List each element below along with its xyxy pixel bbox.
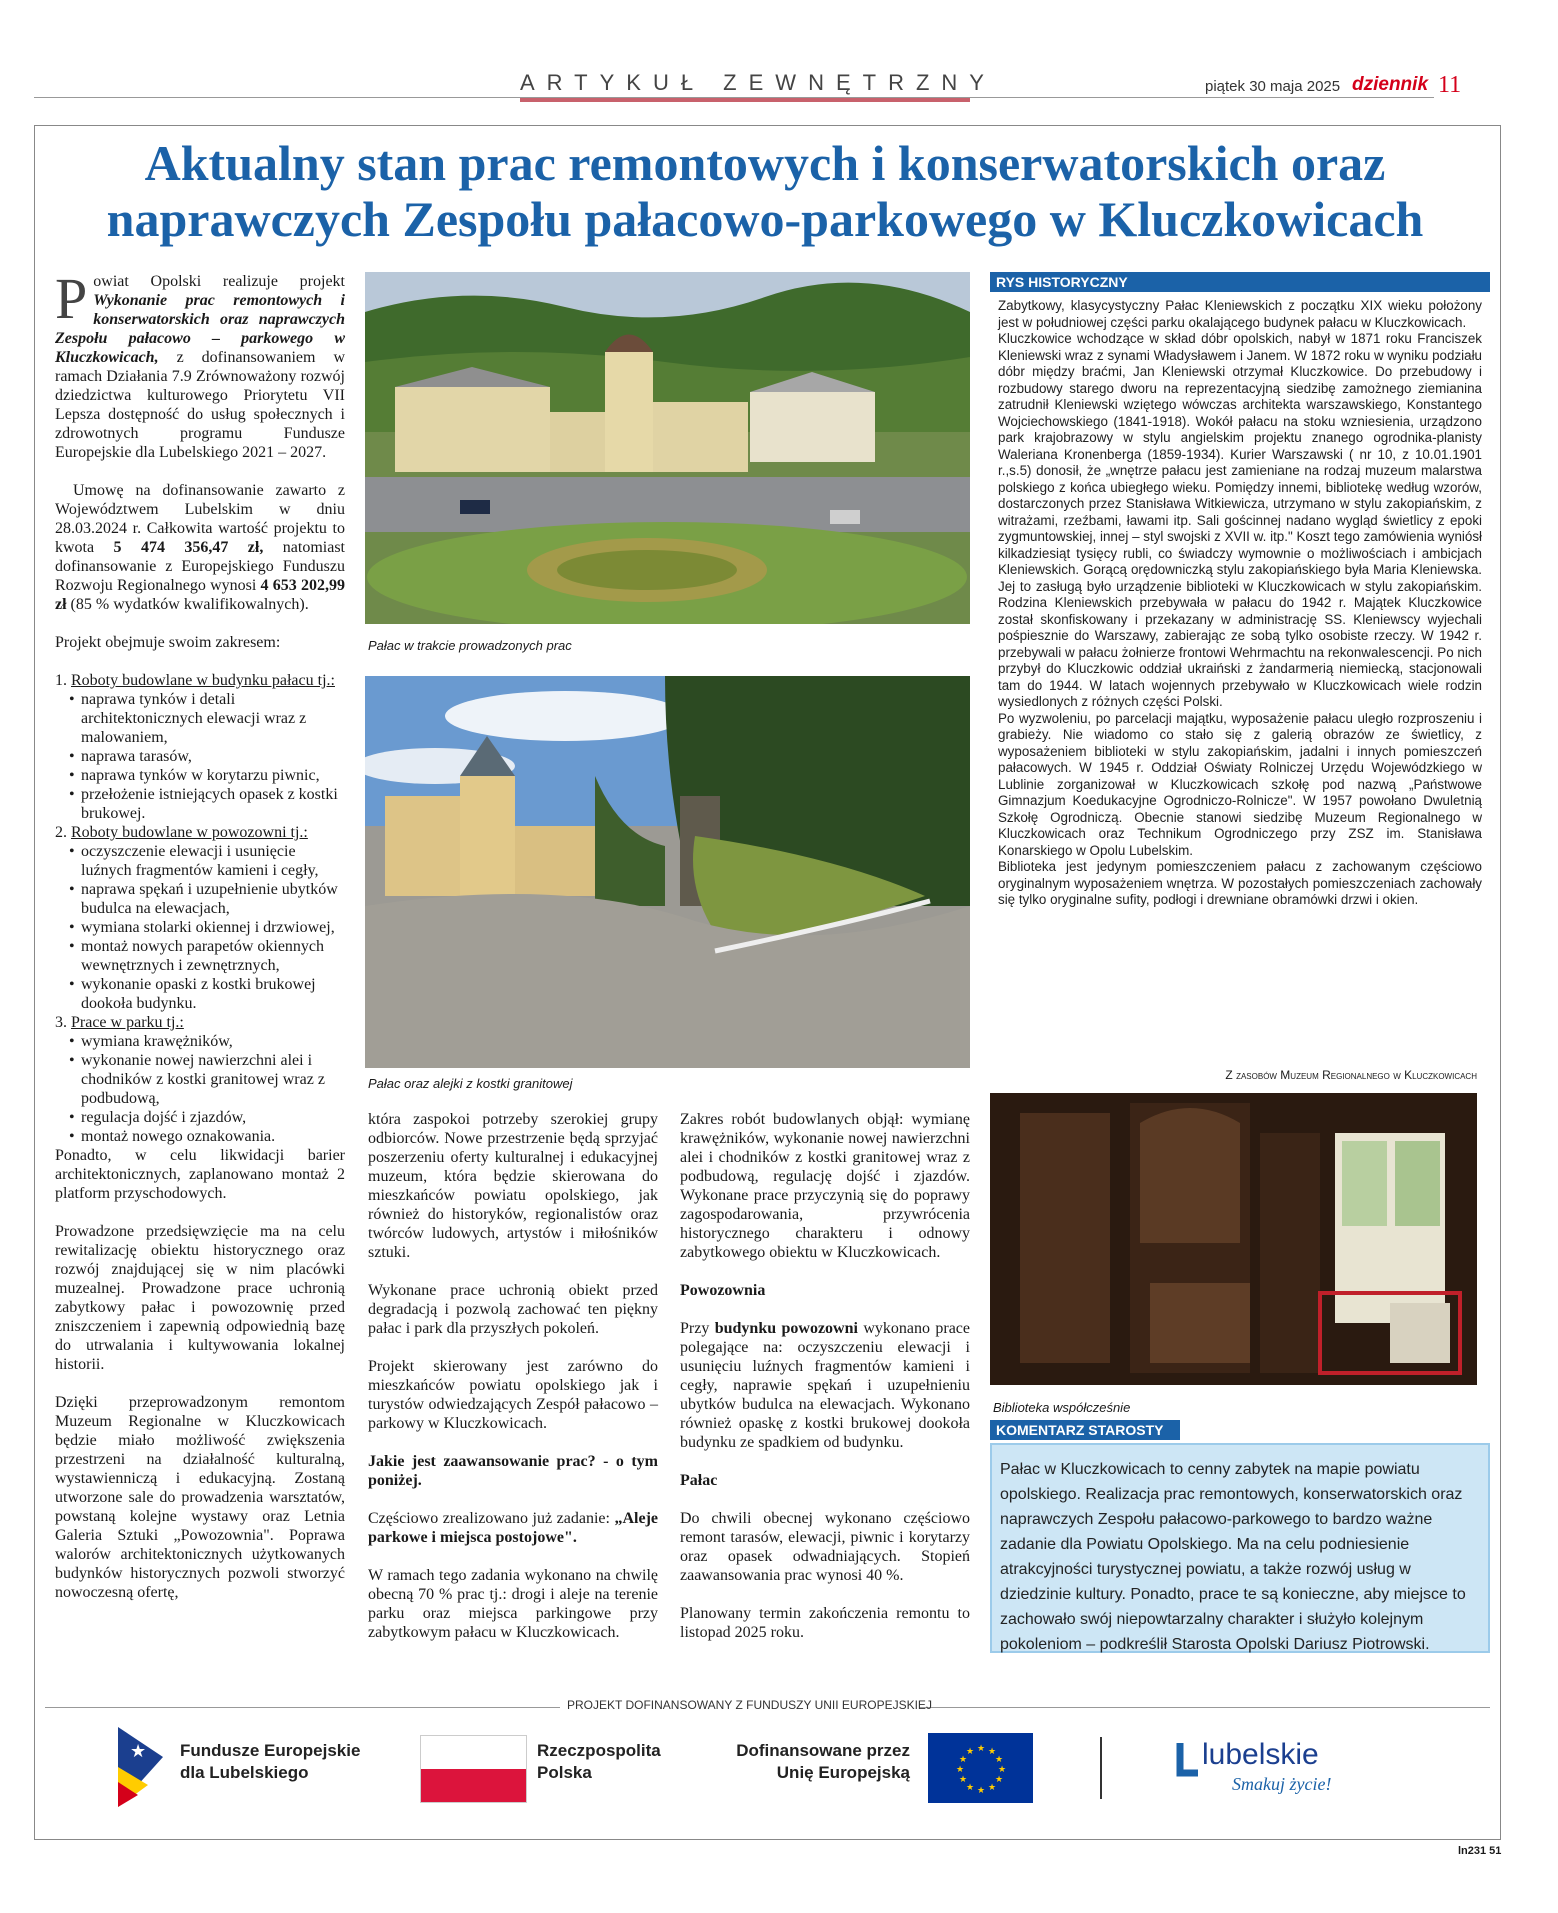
drop-cap: P <box>55 266 88 331</box>
scope-intro: Projekt obejmuje swoim zakresem: <box>55 634 281 651</box>
scope-list <box>55 671 345 1146</box>
lubelskie-logo <box>1170 1738 1370 1803</box>
eu-stars-icon <box>928 1733 1033 1803</box>
caption-3: Biblioteka współcześnie <box>993 1400 1131 1415</box>
lubelskie-slogan: Smakuj życie! <box>1232 1774 1332 1794</box>
svg-text:★: ★ <box>988 1783 997 1793</box>
eu-flag <box>928 1733 1033 1803</box>
history-paragraph: Po wyzwoleniu, po parcelacji majątku, wyposażenie pałacu uległo rozproszeniu i grabieży. Nie wiadomo co stało się z galerią obrazów ze świetlicy, z wyposażeniem biblioteki w stylu zakopiańskim, jadalni i innych pomieszczeń pałacowych. W 1945 r. Oddział Oświaty Rolniczej Urzędu Wojewódzkiego w Lublinie zorganizował w Kluczkowicach szkołę pod nazwą „Państwowe Gimnazjum Koedukacyjne Ogrodniczo-Rolnicze". W 1957 powołano Dwuletnią Szkołę Ogrodniczą. Obecnie stanowi siedzibę Muzeum Regionalnego w Kluczkowicach oraz Technikum Ogrodniczego przy ZSZ im. Stanisława Konarskiego w Opolu Lubelskim. <box>998 710 1482 858</box>
svg-text:★: ★ <box>959 1755 968 1765</box>
scope-list-item: • naprawa tynków w korytarzu piwnic, <box>81 766 345 785</box>
section-label: ARTYKUŁ ZEWNĘTRZNY <box>520 70 996 95</box>
library-image <box>990 1093 1477 1385</box>
history-text <box>998 298 1482 909</box>
logo-fe <box>118 1727 163 1807</box>
scope-list-item: • wymiana krawężników, <box>81 1032 345 1051</box>
history-source: Z zasobów Muzeum Regionalnego w Kluczkowicach <box>1225 1068 1477 1082</box>
svg-text:★: ★ <box>959 1775 968 1785</box>
page-code: ln231 51 <box>1458 1845 1502 1857</box>
caption-2: Pałac oraz alejki z kostki granitowej <box>368 1076 573 1091</box>
caption-1: Pałac w trakcie prowadzonych prac <box>368 638 572 653</box>
svg-text:★: ★ <box>988 1747 997 1757</box>
col2-continuation: która zaspokoi potrzeby szerokiej grupy odbiorców. Nowe przestrzenie będą sprzyjać poszerzeniu oferty kulturalnej i edukacyjnej muzeum, która będzie skierowana do mieszkańców powiatu opolskiego, jak również do historyków, regionalistów oraz twórców ludowych, artystów i miłośników sztuki. <box>368 1111 658 1261</box>
svg-text:★: ★ <box>977 1786 986 1796</box>
svg-text:★: ★ <box>977 1744 986 1754</box>
svg-text:★: ★ <box>956 1765 965 1775</box>
eu-text: Dofinansowane przez Unię Europejską <box>736 1741 910 1782</box>
lubelskie-name: lubelskie <box>1202 1738 1319 1771</box>
planned-paragraph: Planowany termin zakończenia remontu to listopad 2025 roku. <box>680 1605 970 1641</box>
protect-paragraph: Wykonane prace uchronią obiekt przed degradacją i pozwolą zachować ten piękny pałac i park dla przyszłych pokoleń. <box>368 1282 658 1337</box>
scope-1-items <box>55 690 345 823</box>
scope-list-item: • przełożenie istniejących opasek z kostki brukowej. <box>81 785 345 823</box>
palace-alley-image <box>365 676 970 1068</box>
photo-palace-works <box>365 272 970 624</box>
funding-rule-right <box>920 1707 1490 1708</box>
scope-list-item: • wykonanie opaski z kostki brukowej dookoła budynku. <box>81 975 345 1013</box>
scope-list-item: • montaż nowego oznakowania. <box>81 1127 345 1146</box>
scope-paragraph: Zakres robót budowlanych objął: wymianę krawężników, wykonanie nowej nawierzchni alei i chodników z kostki granitowej wraz z podbudową, regulację dojść i zjazdów. Wykonane prace przyczynią się do poprawy zagospodarowania, przywrócenia historycznego charakteru i odnowy zabytkowego obiektu w Kluczkowicach. <box>680 1111 970 1261</box>
barriers-paragraph: Ponadto, w celu likwidacji barier architektonicznych, zaplanowano montaż 2 platform przyschodowych. <box>55 1147 345 1202</box>
photo-palace-alleys <box>365 676 970 1068</box>
contract-paragraph: Umowę na dofinansowanie zawarto z Województwem Lubelskim w dniu 28.03.2024 r. Całkowita wartość projektu to kwota 5 474 356,47 zł, natomiast dofinansowanie z Europejskiego Funduszu Rozwoju Regionalnego wynosi 4 653 202,99 zł (85 % wydatków kwalifikowalnych). <box>55 482 345 613</box>
scope-list-item: • montaż nowych parapetów okiennych wewnętrznych i zewnętrznych, <box>81 937 345 975</box>
history-heading: RYS HISTORYCZNY <box>990 272 1490 292</box>
history-paragraph: Zabytkowy, klasycystyczny Pałac Kleniewskich z początku XIX wieku położony jest w południowej części parku okalającego budynek pałacu w Kluczkowicach. <box>998 298 1482 330</box>
progress-paragraph: W ramach tego zadania wykonano na chwilę obecną 70 % prac tj.: drogi i aleje na terenie parku oraz miejsca parkingowe przy zabytkowym pałacu w Kluczkowicach. <box>368 1567 658 1641</box>
scope-list-item: • oczyszczenie elewacji i usunięcie luźnych fragmentów kamieni i cegły, <box>81 842 345 880</box>
poland-flag <box>420 1735 527 1803</box>
newspaper-logo: dziennik <box>1352 74 1429 95</box>
column-1 <box>55 266 345 1621</box>
target-paragraph: Projekt skierowany jest zarówno do mieszkańców powiatu opolskiego jak i turystów odwiedzających Zespół pałacowo – parkowy w Kluczkowicach. <box>368 1358 658 1432</box>
fe-star-icon <box>118 1727 163 1807</box>
intro-paragraph: Powiat Opolski realizuje projekt Wykonanie prac remontowych i konserwatorskich oraz naprawczych Zespołu pałacowo – parkowego w Kluczkowicach, z dofinansowaniem w ramach Działania 7.9 Zrównoważony rozwój dziedzictwa kulturowego Priorytetu VII Lepsza dostępność do usług społecznych i zdrowotnych programu Fundusze Europejskie dla Lubelskiego 2021 – 2027. <box>55 266 345 461</box>
comment-heading: KOMENTARZ STAROSTY <box>990 1420 1180 1440</box>
fe-text: Fundusze Europejskie dla Lubelskiego <box>180 1741 361 1782</box>
scope-3-heading: 3. Prace w parku tj.: <box>55 1014 184 1031</box>
museum-paragraph: Dzięki przeprowadzonym remontom Muzeum Regionalne w Kluczkowicach będzie miało możliwość zwiększenia przestrzeni na działalność kulturalną, wystawienniczą i edukacyjną. Zostaną utworzone sale do prowadzenia warsztatów, powstaną kolejne wystawy oraz Letnia Galeria Sztuki „Powozownia". Poprawa walorów architektonicznych użytkowanych budynków historycznych pozwoli stworzyć nowoczesną ofertę, <box>55 1394 345 1601</box>
scope-2-heading: 2. Roboty budowlane w powozowni tj.: <box>55 824 308 841</box>
page-header <box>0 0 1558 110</box>
photo-library <box>990 1093 1477 1385</box>
lubelskie-mark-icon <box>1170 1743 1200 1783</box>
palac-paragraph: Do chwili obecnej wykonano częściowo remont tarasów, elewacji, piwnic i korytarzy oraz opasek odwadniających. Stopień zaawansowania prac wynosi 40 %. <box>680 1510 970 1584</box>
scope-3-items <box>55 1032 345 1146</box>
scope-list-item: • naprawa tarasów, <box>81 747 345 766</box>
powozownia-heading: Powozownia <box>680 1282 766 1299</box>
column-2 <box>368 1110 658 1661</box>
palac-heading: Pałac <box>680 1472 718 1489</box>
progress-question: Jakie jest zaawansowanie prac? - o tym poniżej. <box>368 1453 658 1489</box>
powozownia-paragraph: Przy budynku powozowni wykonano prace polegające na: oczyszczeniu elewacji i usunięciu luźnych fragmentów kamieni i cegły, naprawie spękań i uzupełnieniu ubytków budulca na elewacjach. Wykonano również opaskę z kostki brukowej dookoła budynku ze spadkiem od budynku. <box>680 1320 971 1451</box>
svg-text:★: ★ <box>966 1747 975 1757</box>
partial-paragraph: Częściowo zrealizowano już zadanie: „Aleje parkowe i miejsca postojowe". <box>368 1510 658 1546</box>
article-title: Aktualny stan prac remontowych i konserwatorskich oraz naprawczych Zespołu pałacowo-parkowego w Kluczkowicach <box>106 135 1424 247</box>
scope-list-item: • regulacja dojść i zjazdów, <box>81 1108 345 1127</box>
page-number: 11 <box>1438 72 1462 98</box>
footer-divider <box>1100 1737 1102 1799</box>
history-paragraph: Kluczkowice wchodzące w skład dóbr opolskich, nabył w 1871 roku Franciszek Kleniewski wraz z synami Władysławem i Janem. W 1872 roku w wyniku podziału dóbr między braćmi, Jan Kleniewski otrzymał Kluczkowice. Do przebudowy i rozbudowy starego dworu na reprezentacyjną siedzibę zamożnego ziemianina zatrudnił Kleniewski wziętego wówczas architekta warszawskiego, Konstantego Wojciechowskiego (1841-1918). Wokół pałacu na stoku wzniesienia, urządzono park krajobrazowy w stylu angielskim projektu znanego ogrodnika-planisty Waleriana Kronenberga (1859-1934). Kurier Warszawski ( nr 10, z 10.01.1901 r.,s.5) donosił, że „wnętrze pałacu jest zamieniane na rodzaj muzeum malarstwa polskiego z końca ubiegłego wieku. Pomiędzy innemi, bibliotekę według wzorów, dostarczonych przez Stanisława Witkiewicza, utrzymano w stylu zakopiańskim, z witrażami, rzeźbami, ławami itp. Sali gościnnej nadano wygląd świetlicy z epoki zygmuntowskiej, innej – styl swojski z XVII w. itp." Koszt tego zamówienia wyniósł kilkadziesiąt tysięcy rubli, co świadczy wymownie o możliwościach i ambicjach Kleniewskich. Gorącą orędowniczką stylu zakopiańskiego była Maria Kleniewska. Jej to zasługą było urządzenie biblioteki w Kluczkowicach w stylu zakopiańskim. Rodzina Kleniewskich przebywała w pałacu do 1942 r. Majątek Kluczkowice został skonfiskowany i przekazany w administrację SS. Kleniewscy wyjechali pośpiesznie do Warszawy, zabierając ze sobą tylko osobiste rzeczy. W 1942 r. przebywali w pałacu żołnierze frontowi Wehrmachtu na rekonwalescencji. Po nich przybył do Kluczkowic oddział ukraiński z żandarmerią niemiecką, stacjonowali tam do 1944. W latach wojennych przebywało w Kluczkowicach wiele rodzin wysiedlonych z różnych części Polski. <box>998 331 1482 709</box>
section-underline <box>520 98 970 102</box>
svg-text:★: ★ <box>995 1775 1004 1785</box>
scope-list-item: • naprawa tynków i detali architektonicznych elewacji wraz z malowaniem, <box>81 690 345 747</box>
svg-text:★: ★ <box>966 1783 975 1793</box>
svg-text:★: ★ <box>995 1755 1004 1765</box>
rp-text: Rzeczpospolita Polska <box>537 1741 661 1782</box>
history-paragraph: Biblioteka jest jedynym pomieszczeniem pałacu z zachowanym częściowo oryginalnym wyposażeniem wnętrza. W pozostałych pomieszczeniach zachowały się tylko oryginalne sufity, podłogi i drewniane obramówki drzwi i okien. <box>998 859 1482 907</box>
project-paragraph: Prowadzone przedsięwzięcie ma na celu rewitalizację obiektu historycznego oraz rozwój znajdującej się w nim placówki muzealnej. Prowadzone prace uchronią zabytkowy pałac i powozownię przed zniszczeniem i zapewnią odpowiednią bazę do utrwalania i kultywowania lokalnej historii. <box>55 1223 345 1373</box>
funding-label: PROJEKT DOFINANSOWANY Z FUNDUSZY UNII EUROPEJSKIEJ <box>567 1698 932 1712</box>
issue-date: piątek 30 maja 2025 <box>1205 78 1341 95</box>
scope-1-heading: 1. Roboty budowlane w budynku pałacu tj.: <box>55 672 335 689</box>
scope-2-items <box>55 842 345 1013</box>
scope-list-item: • naprawa spękań i uzupełnienie ubytków budulca na elewacjach, <box>81 880 345 918</box>
svg-text:★: ★ <box>130 1741 147 1762</box>
comment-text: Pałac w Kluczkowicach to cenny zabytek na mapie powiatu opolskiego. Realizacja prac remontowych, konserwatorskich oraz naprawczych Zespołu pałacowo-parkowego to bardzo ważne zadanie dla Powiatu Opolskiego. Ma na celu podniesienie atrakcyjności turystycznej powiatu, a także rozwój usług w dziedzinie kultury. Ponadto, prace te są konieczne, aby miejsce to zachowało swój niepowtarzalny charakter i służyło kolejnym pokoleniom – podkreślił Starosta Opolski Dariusz Piotrowski. <box>1000 1461 1466 1653</box>
scope-list-item: • wymiana stolarki okiennej i drzwiowej, <box>81 918 345 937</box>
scope-list-item: • wykonanie nowej nawierzchni alei i chodników z kostki granitowej wraz z podbudową, <box>81 1051 345 1108</box>
palace-aerial-image <box>365 272 970 624</box>
funding-rule-left <box>45 1707 560 1708</box>
column-3 <box>680 1110 970 1661</box>
svg-text:★: ★ <box>998 1765 1007 1775</box>
